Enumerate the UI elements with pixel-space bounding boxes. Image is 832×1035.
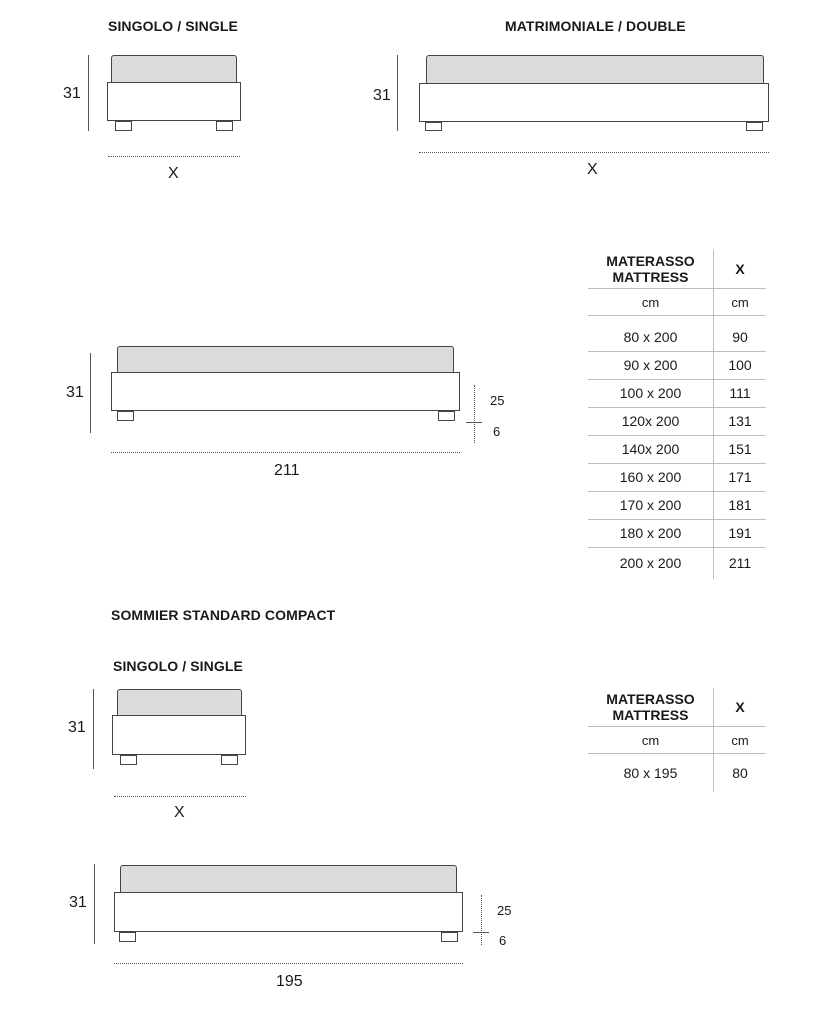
table-row: [588, 519, 766, 547]
table-header-mattress: [588, 688, 714, 727]
bed-foot: [746, 122, 763, 131]
single-title: SINGOLO / SINGLE: [108, 18, 238, 34]
side2-foot-height: 6: [499, 933, 507, 948]
spacer: [714, 316, 767, 324]
bed-foot: [120, 755, 137, 765]
bed-foot: [441, 932, 458, 942]
side2-height-line: [94, 864, 95, 944]
bed-foot: [425, 122, 442, 131]
x-value: 151: [714, 435, 767, 463]
double-title: MATRIMONIALE / DOUBLE: [505, 18, 686, 34]
bed-foot: [117, 411, 134, 421]
unit-cell: cm: [588, 289, 714, 316]
bed-base: [112, 715, 246, 755]
side1-divider-tick: [466, 422, 482, 423]
mattress-size: 170 x 200: [588, 491, 714, 519]
bed-foot: [115, 121, 132, 131]
x-value: 211: [728, 555, 752, 571]
bed-foot: [221, 755, 238, 765]
header-line-2: MATTRESS: [612, 707, 689, 723]
table-row: [588, 435, 766, 463]
table-header-x: X: [714, 688, 767, 727]
mattress-size: 80 x 195: [588, 754, 714, 793]
mattress: [117, 689, 242, 716]
table-row: [588, 547, 766, 579]
section2-title: SOMMIER STANDARD COMPACT: [111, 607, 336, 623]
side2-height-label: 31: [69, 894, 87, 911]
mattress-size: 140x 200: [588, 435, 714, 463]
table-header-mattress: [588, 250, 714, 289]
section2-height-line: [93, 689, 94, 769]
double-width-line: [419, 152, 769, 153]
side1-foot-height: 6: [493, 424, 501, 439]
double-height-label: 31: [373, 87, 391, 104]
spacer: [588, 316, 714, 324]
x-value: 131: [714, 407, 767, 435]
mattress: [117, 346, 454, 373]
x-value: 191: [714, 519, 767, 547]
single-height-line: [88, 55, 89, 131]
x-value: 111: [714, 379, 767, 407]
unit-cell: cm: [714, 727, 767, 754]
mattress: [111, 55, 237, 83]
bed-base: [114, 892, 463, 932]
table-row: [588, 463, 766, 491]
side1-frame-line: [474, 385, 475, 443]
side2-length-label: 195: [276, 973, 303, 990]
side1-height-line: [90, 353, 91, 433]
single-width-label: X: [168, 165, 179, 182]
side1-height-label: 31: [66, 384, 84, 401]
side2-frame-height: 25: [497, 903, 512, 918]
side2-frame-line: [481, 895, 482, 945]
table-row: [588, 491, 766, 519]
unit-cell: cm: [588, 727, 714, 754]
header-line-2: MATTRESS: [612, 269, 689, 285]
bed-base: [419, 83, 769, 122]
table-row: [588, 324, 766, 352]
x-value: 80: [732, 765, 748, 781]
side2-divider-tick: [473, 932, 489, 933]
section2-width-label: X: [174, 804, 185, 821]
side1-length-label: 211: [274, 462, 300, 479]
mattress-size: 90 x 200: [588, 351, 714, 379]
bed-foot: [438, 411, 455, 421]
table-row: [588, 754, 766, 793]
header-line-1: MATERASSO: [606, 691, 695, 707]
side1-frame-height: 25: [490, 393, 505, 408]
bed-base: [111, 372, 460, 411]
table-header-x: X: [714, 250, 767, 289]
side1-length-line: [111, 452, 460, 453]
x-value: 181: [714, 491, 767, 519]
table-row: [588, 351, 766, 379]
section2-single-title: SINGOLO / SINGLE: [113, 658, 243, 674]
mattress-size: 100 x 200: [588, 379, 714, 407]
x-value: 100: [714, 351, 767, 379]
section2-width-line: [114, 796, 246, 797]
compact-mattress-table: [588, 688, 766, 792]
side2-length-line: [114, 963, 463, 964]
table-row: [588, 407, 766, 435]
x-value: 171: [714, 463, 767, 491]
unit-cell: cm: [714, 289, 767, 316]
mattress-size: 180 x 200: [588, 519, 714, 547]
mattress-size-table: [588, 250, 766, 579]
single-width-line: [108, 156, 240, 157]
mattress: [426, 55, 764, 84]
table-row: [588, 379, 766, 407]
header-line-1: MATERASSO: [606, 253, 695, 269]
mattress-size: 200 x 200: [588, 547, 714, 579]
mattress-size: 80 x 200: [588, 324, 714, 352]
x-value: 90: [714, 324, 767, 352]
bed-foot: [216, 121, 233, 131]
bed-base: [107, 82, 241, 121]
double-height-line: [397, 55, 398, 131]
double-width-label: X: [587, 161, 598, 178]
mattress: [120, 865, 457, 893]
mattress-size: 160 x 200: [588, 463, 714, 491]
section2-height-label: 31: [68, 719, 86, 736]
bed-foot: [119, 932, 136, 942]
single-height-label: 31: [63, 85, 81, 102]
mattress-size: 120x 200: [588, 407, 714, 435]
